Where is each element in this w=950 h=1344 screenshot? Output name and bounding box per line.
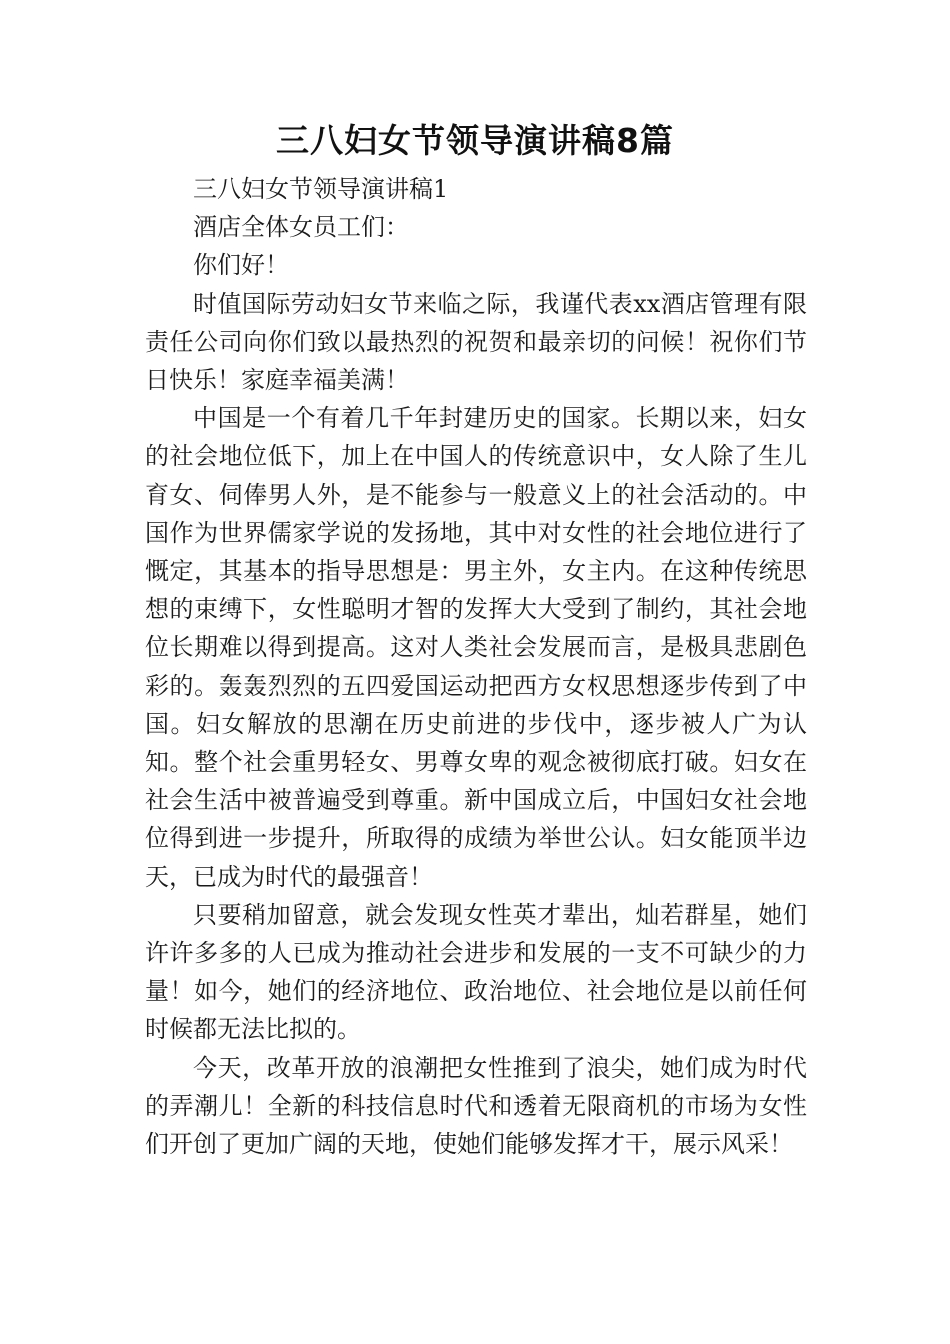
- paragraph: 中国是一个有着几千年封建历史的国家。长期以来，妇女的社会地位低下，加上在中国人的传统意识中，女人除了生儿育女、伺俸男人外，是不能参与一般意义上的社会活动的。中国作为世界儒家学说的发扬地，其中对女性的社会地位进行了慨定，其基本的指导思想是：男主外，女主内。在这种传统思想的束缚下，女性聪明才智的发挥大大受到了制约，其社会地位长期难以得到提高。这对人类社会发展而言，是极具悲剧色彩的。轰轰烈烈的五四爱国运动把西方女权思想逐步传到了中国。妇女解放的思潮在历史前进的步伐中，逐步被人广为认知。整个社会重男轻女、男尊女卑的观念被彻底打破。妇女在社会生活中被普遍受到尊重。新中国成立后，中国妇女社会地位得到进一步提升，所取得的成绩为举世公认。妇女能顶半边天，已成为时代的最强音！: [145, 404, 807, 891]
- paragraph: 今天，改革开放的浪潮把女性推到了浪尖，她们成为时代的弄潮儿！全新的科技信息时代和透着无限商机的市场为女性们开创了更加广阔的天地，使她们能够发挥才干，展示风采！: [145, 1053, 807, 1159]
- greeting: 你们好！: [193, 251, 289, 280]
- document-title: 三八妇女节领导演讲稿8篇: [276, 121, 674, 160]
- paragraph: 时值国际劳动妇女节来临之际，我谨代表xx酒店管理有限责任公司向你们致以最热烈的祝贺和最亲切的问候！祝你们节日快乐！家庭幸福美满！: [145, 289, 807, 395]
- section-heading: 三八妇女节领导演讲稿1: [193, 175, 449, 203]
- paragraph: 只要稍加留意，就会发现女性英才辈出，灿若群星，她们许许多多的人已成为推动社会进步和发展的一支不可缺少的力量！如今，她们的经济地位、政治地位、社会地位是以前任何时候都无法比拟的。: [145, 900, 807, 1044]
- document-body: [145, 170, 807, 1163]
- salutation: 酒店全体女员工们：: [193, 213, 409, 242]
